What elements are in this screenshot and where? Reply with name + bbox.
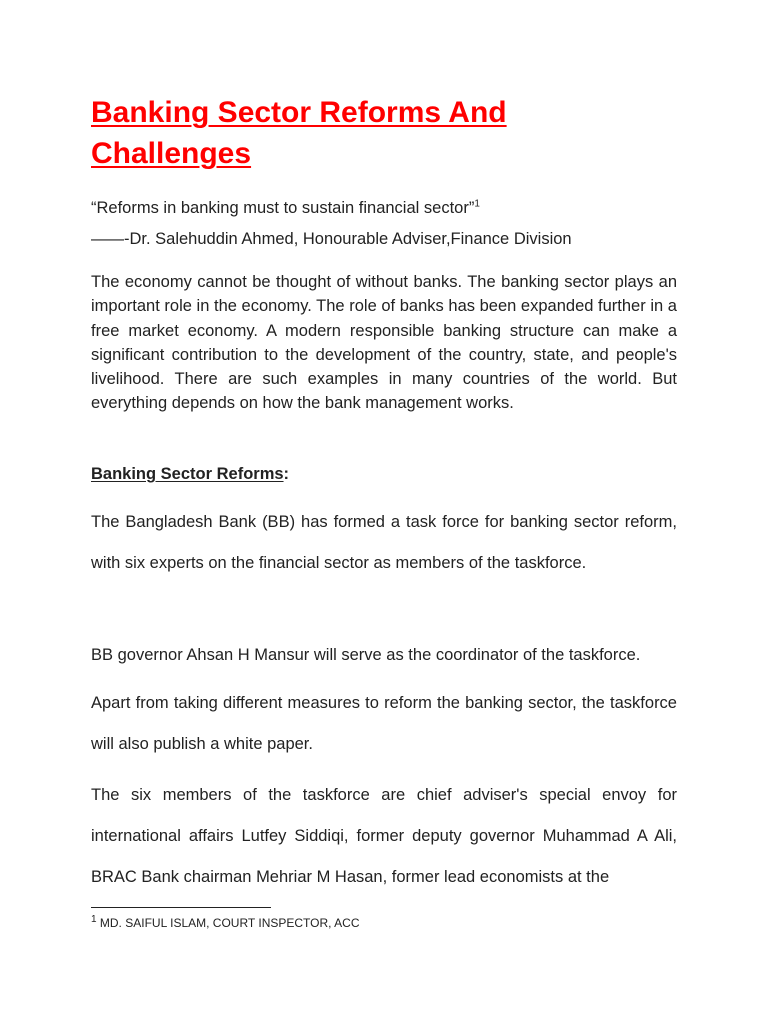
quote-text: “Reforms in banking must to sustain financial sector” [91,199,475,217]
intro-paragraph: The economy cannot be thought of without banks. The banking sector plays an important role in the economy. The role of banks has been expanded further in a free market economy. A modern responsible banking structure can make a significant contribution to the development of the country, state, and people's livelihood. There are such examples in many countries of the world. But everything depends on how the bank management works. [91,273,677,413]
footnote-reference[interactable]: 1 [474,198,480,210]
paragraph-members: The six members of the taskforce are chief adviser's special envoy for international affairs Lutfey Siddiqi, former deputy governor Muhammad A Ali, BRAC Bank chairman Mehriar M Hasan, former lead economists at the [91,786,677,886]
section-heading [91,464,289,484]
quote-attribution: ——-Dr. Salehuddin Ahmed, Honourable Adviser,Finance Division [91,230,572,248]
footnote-separator [91,907,271,908]
paragraph-white-paper: Apart from taking different measures to reform the banking sector, the taskforce will also publish a white paper. [91,694,677,753]
paragraph-coordinator: BB governor Ahsan H Mansur will serve as the coordinator of the taskforce. [91,646,641,664]
epigraph-quote [91,198,480,218]
section-heading-label: Banking Sector Reforms [91,465,284,483]
footnote-text: MD. SAIFUL ISLAM, COURT INSPECTOR, ACC [96,916,360,930]
document-title: Banking Sector Reforms And Challenges [91,96,507,170]
section-heading-colon: : [283,465,290,483]
footnote-number: 1 [91,914,97,925]
paragraph-taskforce-formed: The Bangladesh Bank (BB) has formed a task force for banking sector reform, with six experts on the financial sector as members of the taskforce. [91,513,677,572]
footnote [91,915,360,931]
